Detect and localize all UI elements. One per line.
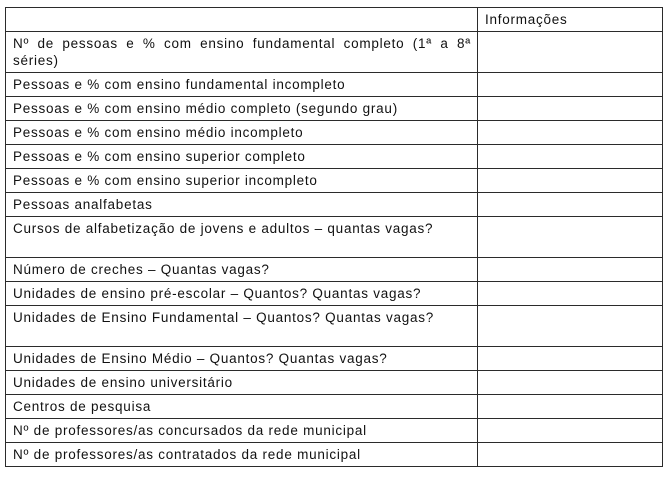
row-label: Unidades de ensino universitário: [6, 371, 478, 395]
row-info-cell[interactable]: [478, 32, 663, 73]
row-label: Pessoas e % com ensino superior completo: [6, 145, 478, 169]
row-label: Unidades de Ensino Fundamental – Quantos? Quantas vagas?: [6, 306, 478, 347]
header-item-cell: [6, 8, 478, 32]
row-info-cell[interactable]: [478, 306, 663, 347]
education-info-table: [5, 7, 663, 467]
row-info-cell[interactable]: [478, 258, 663, 282]
row-info-cell[interactable]: [478, 371, 663, 395]
row-info-cell[interactable]: [478, 73, 663, 97]
row-label: Nº de professores/as contratados da rede municipal: [6, 443, 478, 467]
table-row: [6, 193, 663, 217]
table-row: [6, 443, 663, 467]
row-label: Unidades de Ensino Médio – Quantos? Quantas vagas?: [6, 347, 478, 371]
table-row: [6, 419, 663, 443]
row-info-cell[interactable]: [478, 121, 663, 145]
row-label: Pessoas e % com ensino médio completo (segundo grau): [6, 97, 478, 121]
table-row: [6, 32, 663, 73]
row-info-cell[interactable]: [478, 97, 663, 121]
table-row: [6, 217, 663, 258]
header-info-cell: Informações: [478, 8, 663, 32]
row-info-cell[interactable]: [478, 145, 663, 169]
row-label: Pessoas analfabetas: [6, 193, 478, 217]
row-label: Nº de pessoas e % com ensino fundamental completo (1ª a 8ª séries): [6, 32, 478, 73]
row-label: Unidades de ensino pré-escolar – Quantos? Quantas vagas?: [6, 282, 478, 306]
row-info-cell[interactable]: [478, 443, 663, 467]
row-info-cell[interactable]: [478, 347, 663, 371]
table-row: [6, 97, 663, 121]
table-row: [6, 347, 663, 371]
table-row: [6, 306, 663, 347]
row-label: Pessoas e % com ensino fundamental incompleto: [6, 73, 478, 97]
row-info-cell[interactable]: [478, 419, 663, 443]
table-row: [6, 169, 663, 193]
table-row: [6, 371, 663, 395]
row-label: Nº de professores/as concursados da rede municipal: [6, 419, 478, 443]
row-label: Cursos de alfabetização de jovens e adultos – quantas vagas?: [6, 217, 478, 258]
table-row: [6, 258, 663, 282]
table-row: [6, 145, 663, 169]
row-info-cell[interactable]: [478, 217, 663, 258]
row-label: Pessoas e % com ensino superior incompleto: [6, 169, 478, 193]
row-info-cell[interactable]: [478, 282, 663, 306]
table-header-row: [6, 8, 663, 32]
row-info-cell[interactable]: [478, 169, 663, 193]
table-row: [6, 121, 663, 145]
table-row: [6, 282, 663, 306]
row-info-cell[interactable]: [478, 193, 663, 217]
table-row: [6, 73, 663, 97]
table-row: [6, 395, 663, 419]
row-label: Centros de pesquisa: [6, 395, 478, 419]
row-info-cell[interactable]: [478, 395, 663, 419]
row-label: Pessoas e % com ensino médio incompleto: [6, 121, 478, 145]
row-label: Número de creches – Quantas vagas?: [6, 258, 478, 282]
